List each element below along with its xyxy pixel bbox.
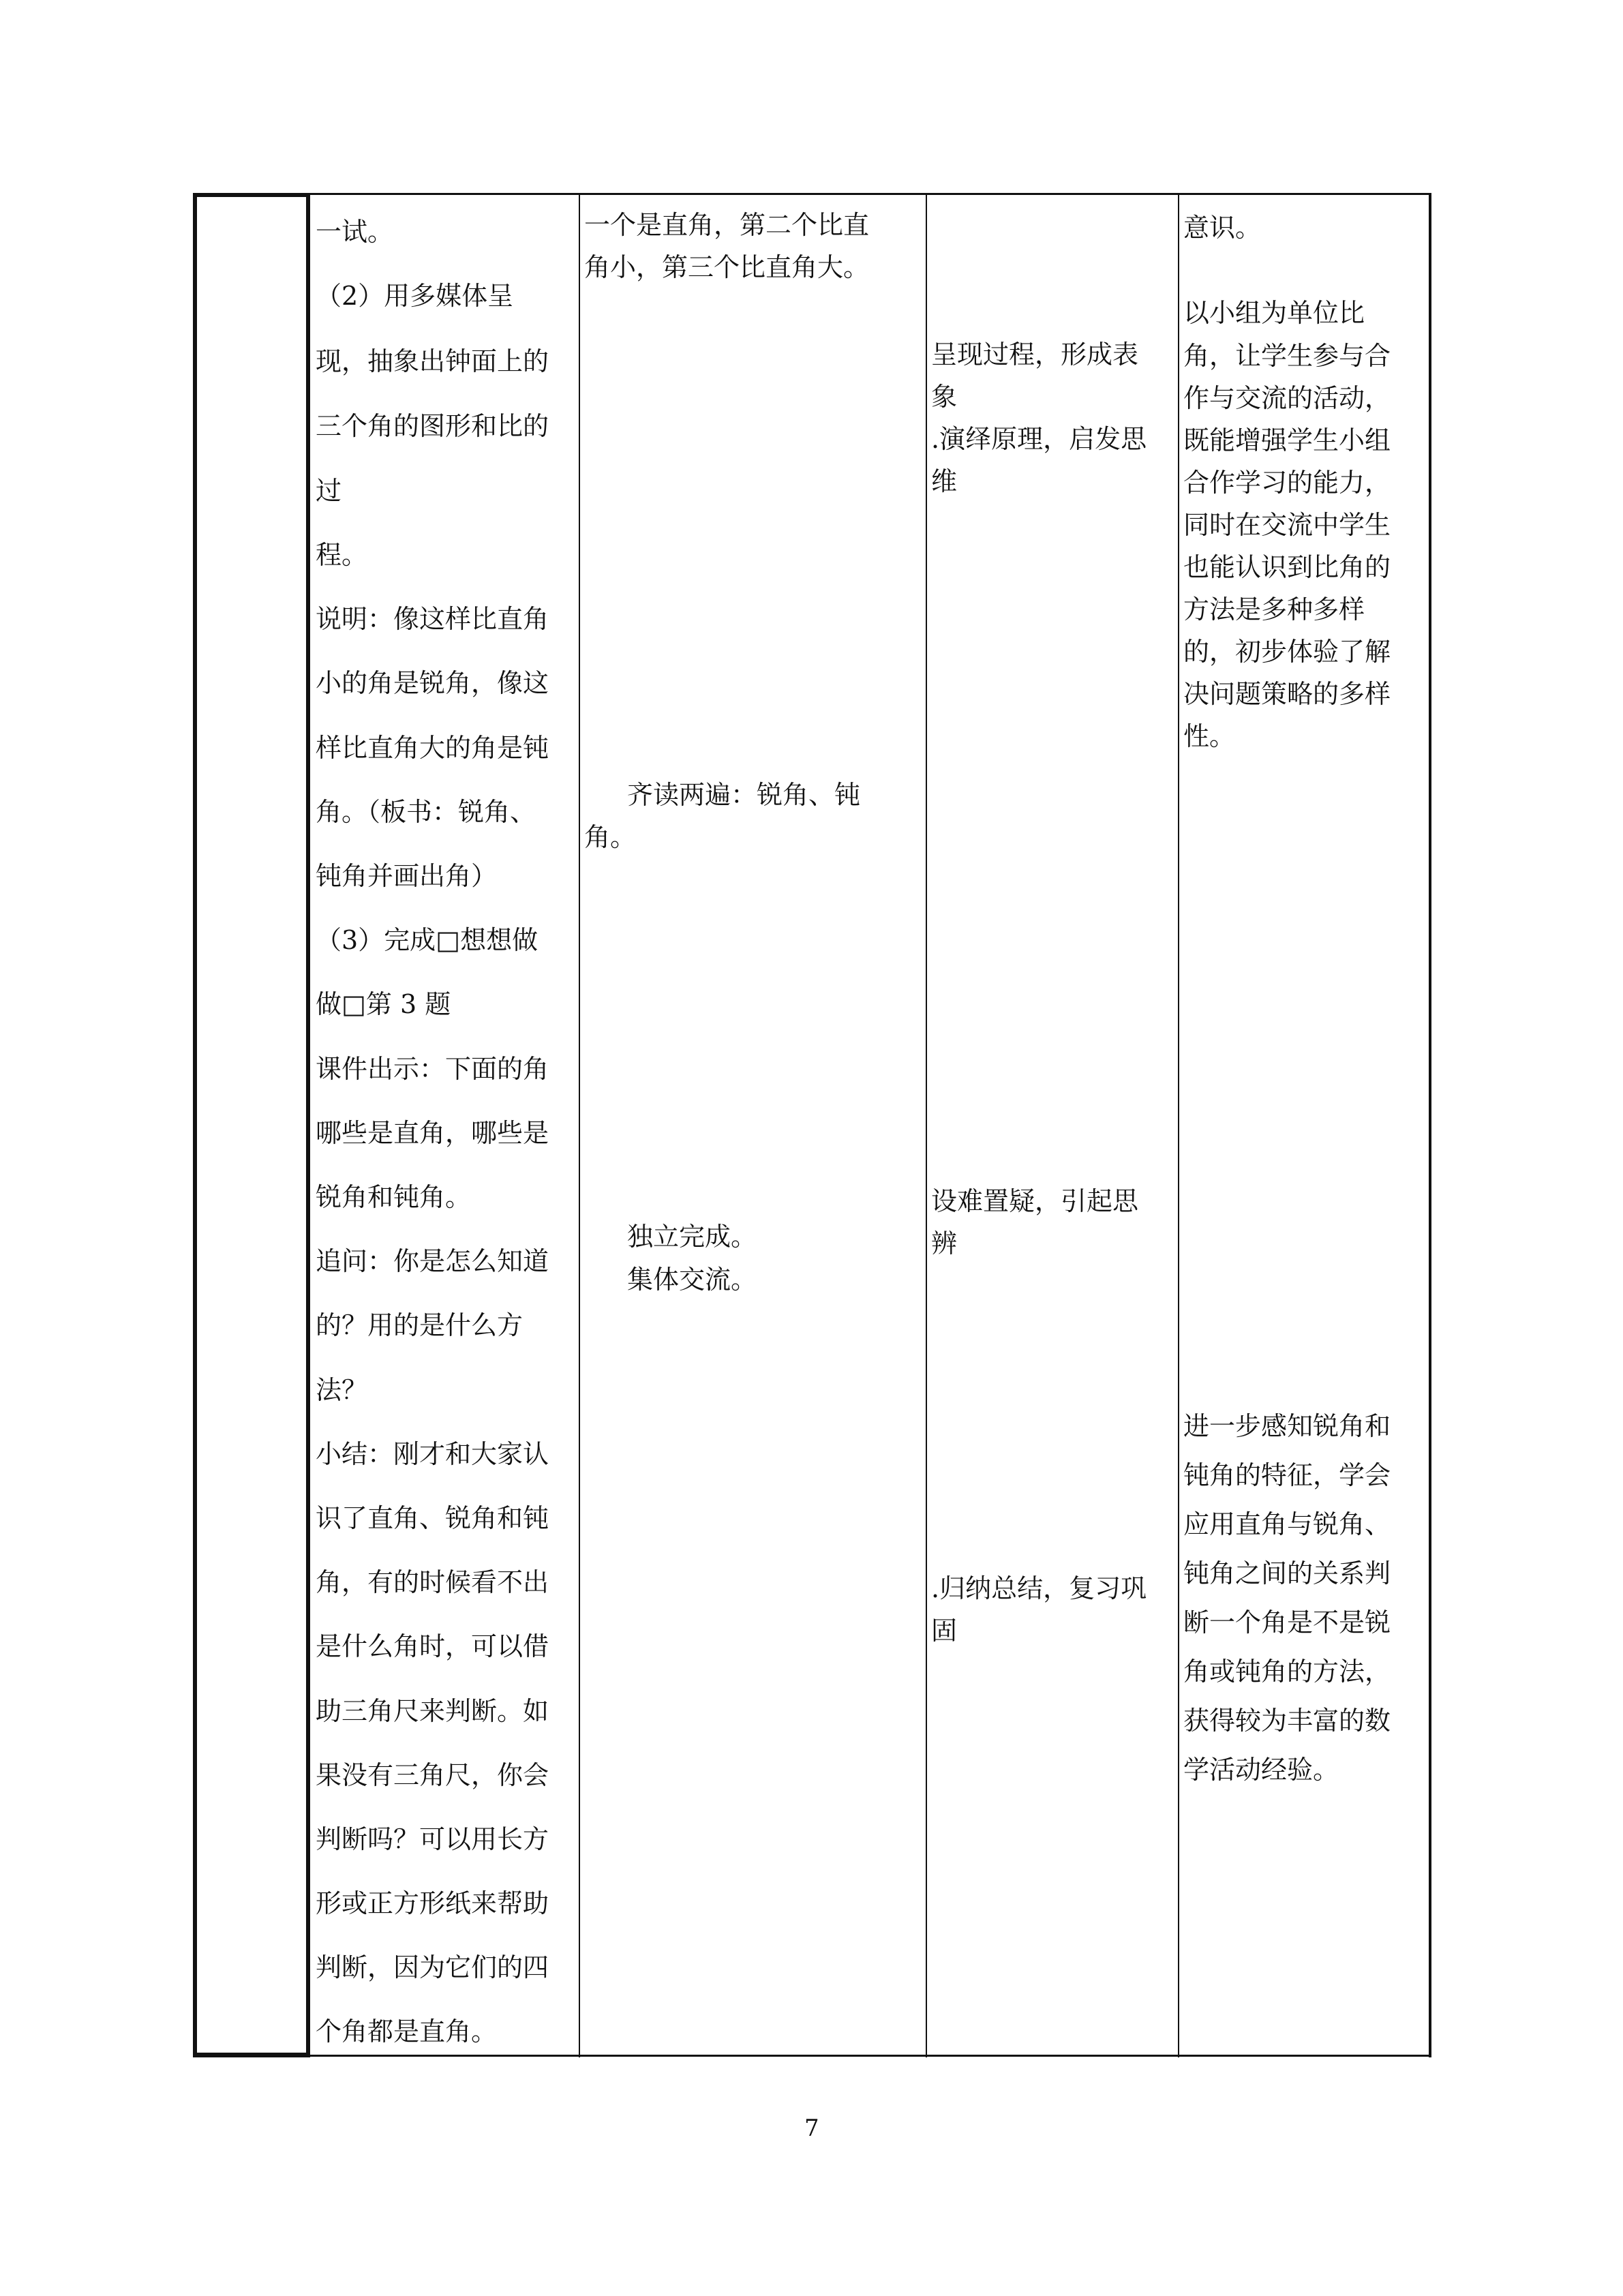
teacher-line: 样比直角大的角是钝	[316, 733, 549, 763]
purpose-line: 意识。	[1183, 213, 1262, 243]
teacher-activity-cell	[316, 193, 575, 2054]
design-line: 维	[931, 466, 958, 496]
purpose-line: 断一个角是不是锐	[1183, 1607, 1391, 1637]
table-border-col4	[1178, 193, 1179, 2057]
teacher-line: 说明：像这样比直角	[316, 604, 549, 634]
teacher-line: 做□第 3 题	[316, 989, 451, 1019]
teacher-line: 哪些是直角，哪些是	[316, 1118, 549, 1148]
purpose-line: 钝角之间的关系判	[1183, 1558, 1391, 1588]
purpose-line: 获得较为丰富的数	[1183, 1706, 1391, 1736]
design-line: 设难置疑，引起思	[931, 1186, 1139, 1216]
design-line: .归纳总结，复习巩	[931, 1573, 1147, 1603]
teacher-line: 判断，因为它们的四	[316, 1952, 549, 1982]
design-line: 呈现过程，形成表	[931, 339, 1139, 369]
teacher-line: 法？	[316, 1375, 368, 1405]
teacher-line: 判断吗？可以用长方	[316, 1824, 549, 1854]
purpose-line: 学活动经验。	[1183, 1755, 1339, 1785]
student-line: 角。	[584, 822, 637, 852]
teacher-line: 锐角和钝角。	[316, 1182, 472, 1212]
purpose-line: 决问题策略的多样	[1183, 679, 1391, 709]
purpose-line: 应用直角与锐角、	[1183, 1509, 1391, 1539]
table-border-right	[1429, 193, 1431, 2057]
teacher-line: 的？用的是什么方	[316, 1310, 524, 1340]
design-line: 固	[931, 1616, 958, 1646]
student-line: 一个是直角，第二个比直	[584, 210, 870, 240]
table-border-bottom-col1-thick	[193, 2053, 310, 2057]
teacher-line: 角。（板书：锐角、	[316, 797, 536, 827]
teacher-line: 追问：你是怎么知道	[316, 1246, 549, 1276]
purpose-line: 作与交流的活动，	[1183, 383, 1391, 413]
student-activity-cell	[584, 193, 922, 2054]
design-line: .演绎原理，启发思	[931, 424, 1147, 454]
table-border-col3	[926, 193, 927, 2057]
purpose-line: 角或钝角的方法，	[1183, 1657, 1391, 1687]
teacher-line: （2）用多媒体呈	[316, 281, 514, 311]
purpose-line: 合作学习的能力，	[1183, 468, 1391, 498]
teacher-line: 三个角的图形和比的	[316, 411, 549, 441]
student-line: 齐读两遍：锐角、钝	[627, 780, 861, 810]
teacher-line: 现，抽象出钟面上的	[316, 346, 549, 376]
purpose-line: 以小组为单位比	[1183, 298, 1365, 328]
teacher-line: 助三角尺来判断。如	[316, 1696, 549, 1726]
design-intent-cell	[931, 193, 1174, 2054]
table-border-bottom	[193, 2055, 1431, 2057]
purpose-line: 同时在交流中学生	[1183, 510, 1391, 540]
purpose-line: 也能认识到比角的	[1183, 552, 1391, 582]
purpose-line: 钝角的特征，学会	[1183, 1460, 1391, 1490]
teacher-line: 小的角是锐角，像这	[316, 668, 549, 698]
teacher-line: 钝角并画出角）	[316, 861, 498, 891]
purpose-line: 角，让学生参与合	[1183, 341, 1391, 371]
teacher-line: 程。	[316, 540, 368, 570]
teacher-line: 小结：刚才和大家认	[316, 1439, 549, 1469]
purpose-cell	[1183, 193, 1426, 2054]
teacher-line: 角，有的时候看不出	[316, 1567, 549, 1597]
teacher-line: 个角都是直角。	[316, 2016, 498, 2046]
student-line: 独立完成。	[627, 1222, 757, 1252]
teacher-line: 课件出示：下面的角	[316, 1054, 549, 1084]
purpose-line: 性。	[1183, 721, 1236, 751]
teacher-line: 一试。	[316, 217, 394, 247]
student-line: 集体交流。	[627, 1265, 757, 1295]
teacher-line: （3）完成□想想做	[316, 925, 539, 955]
purpose-line: 方法是多种多样	[1183, 594, 1365, 624]
teacher-line: 是什么角时，可以借	[316, 1631, 549, 1661]
table-border-left-thick	[193, 193, 197, 2057]
teacher-line: 过	[316, 476, 342, 506]
teacher-line: 果没有三角尺，你会	[316, 1760, 549, 1790]
purpose-line: 进一步感知锐角和	[1183, 1411, 1391, 1441]
page-number: 7	[804, 2115, 819, 2142]
purpose-line: 的，初步体验了解	[1183, 637, 1391, 667]
purpose-line: 既能增强学生小组	[1183, 425, 1391, 455]
teacher-line: 形或正方形纸来帮助	[316, 1888, 549, 1918]
teacher-line: 识了直角、锐角和钝	[316, 1503, 549, 1533]
table-border-col1-thick	[306, 193, 310, 2057]
lesson-plan-table	[193, 193, 1431, 2057]
student-line: 角小，第三个比直角大。	[584, 252, 870, 282]
table-border-top-col1-thick	[193, 193, 310, 197]
table-border-col2	[579, 193, 580, 2057]
design-line: 辨	[931, 1228, 958, 1258]
design-line: 象	[931, 382, 958, 412]
